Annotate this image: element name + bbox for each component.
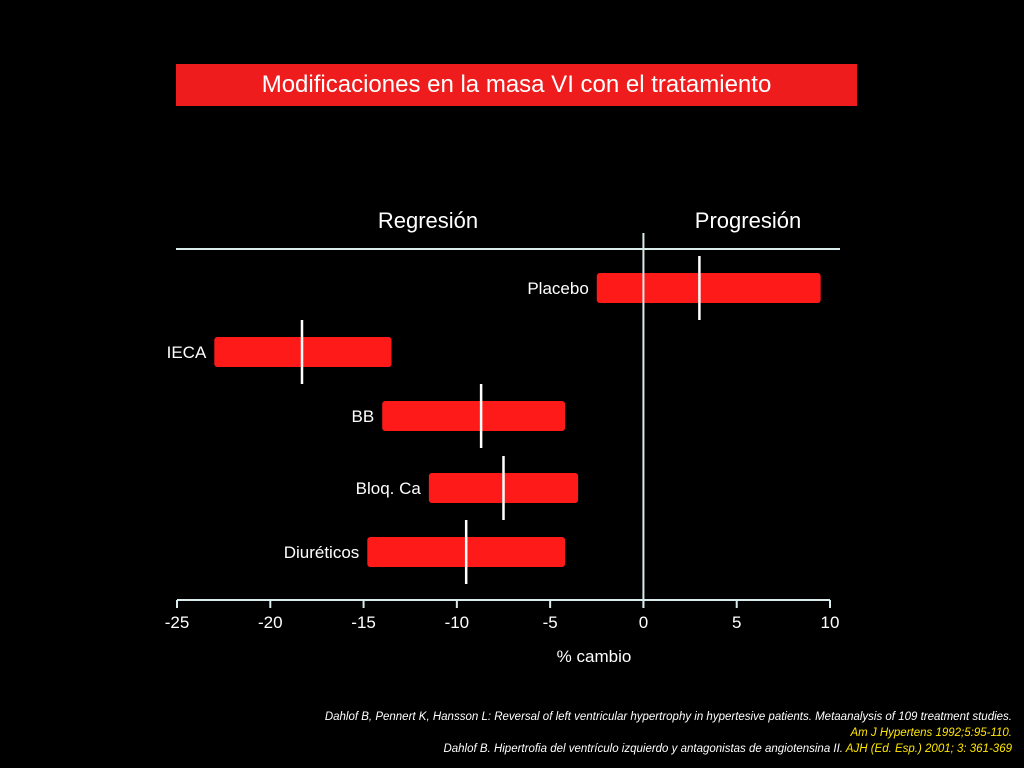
category-label: IECA	[166, 343, 207, 362]
chart-title: Modificaciones en la masa VI con el tratamiento	[261, 71, 772, 98]
x-tick-label: -5	[542, 613, 558, 632]
x-tick-label: 10	[820, 613, 840, 632]
x-tick-label: 0	[638, 613, 649, 632]
category-label: Diuréticos	[283, 543, 360, 562]
ci-bar	[382, 401, 565, 431]
reference-line-1: Dahlof B, Pennert K, Hansson L: Reversal of left ventricular hypertrophy in hypertesive patients. Metaanalysis of 109 treatment studies.	[324, 711, 1012, 723]
category-label: BB	[351, 407, 375, 426]
reference-line-3-journal: AJH (Ed. Esp.) 2001; 3: 361-369	[845, 743, 1012, 755]
region-label-progression: Progresión	[694, 208, 802, 233]
category-label: Bloq. Ca	[355, 479, 421, 498]
x-tick-label: -10	[444, 613, 470, 632]
reference-line-3	[112, 741, 1012, 757]
references	[112, 709, 1012, 757]
x-tick-label: -20	[257, 613, 283, 632]
category-label: Placebo	[527, 279, 589, 298]
x-tick-label: 5	[731, 613, 742, 632]
reference-line-3-text: Dahlof B. Hipertrofia del ventrículo izquierdo y antagonistas de angiotensina II.	[443, 743, 843, 755]
x-axis-label: % cambio	[556, 647, 632, 666]
ci-bar	[597, 273, 821, 303]
x-tick-label: -15	[351, 613, 376, 632]
reference-line-2: Am J Hypertens 1992;5:95-110.	[850, 727, 1012, 739]
x-tick-label: -25	[164, 613, 190, 632]
region-label-regression: Regresión	[377, 208, 479, 233]
